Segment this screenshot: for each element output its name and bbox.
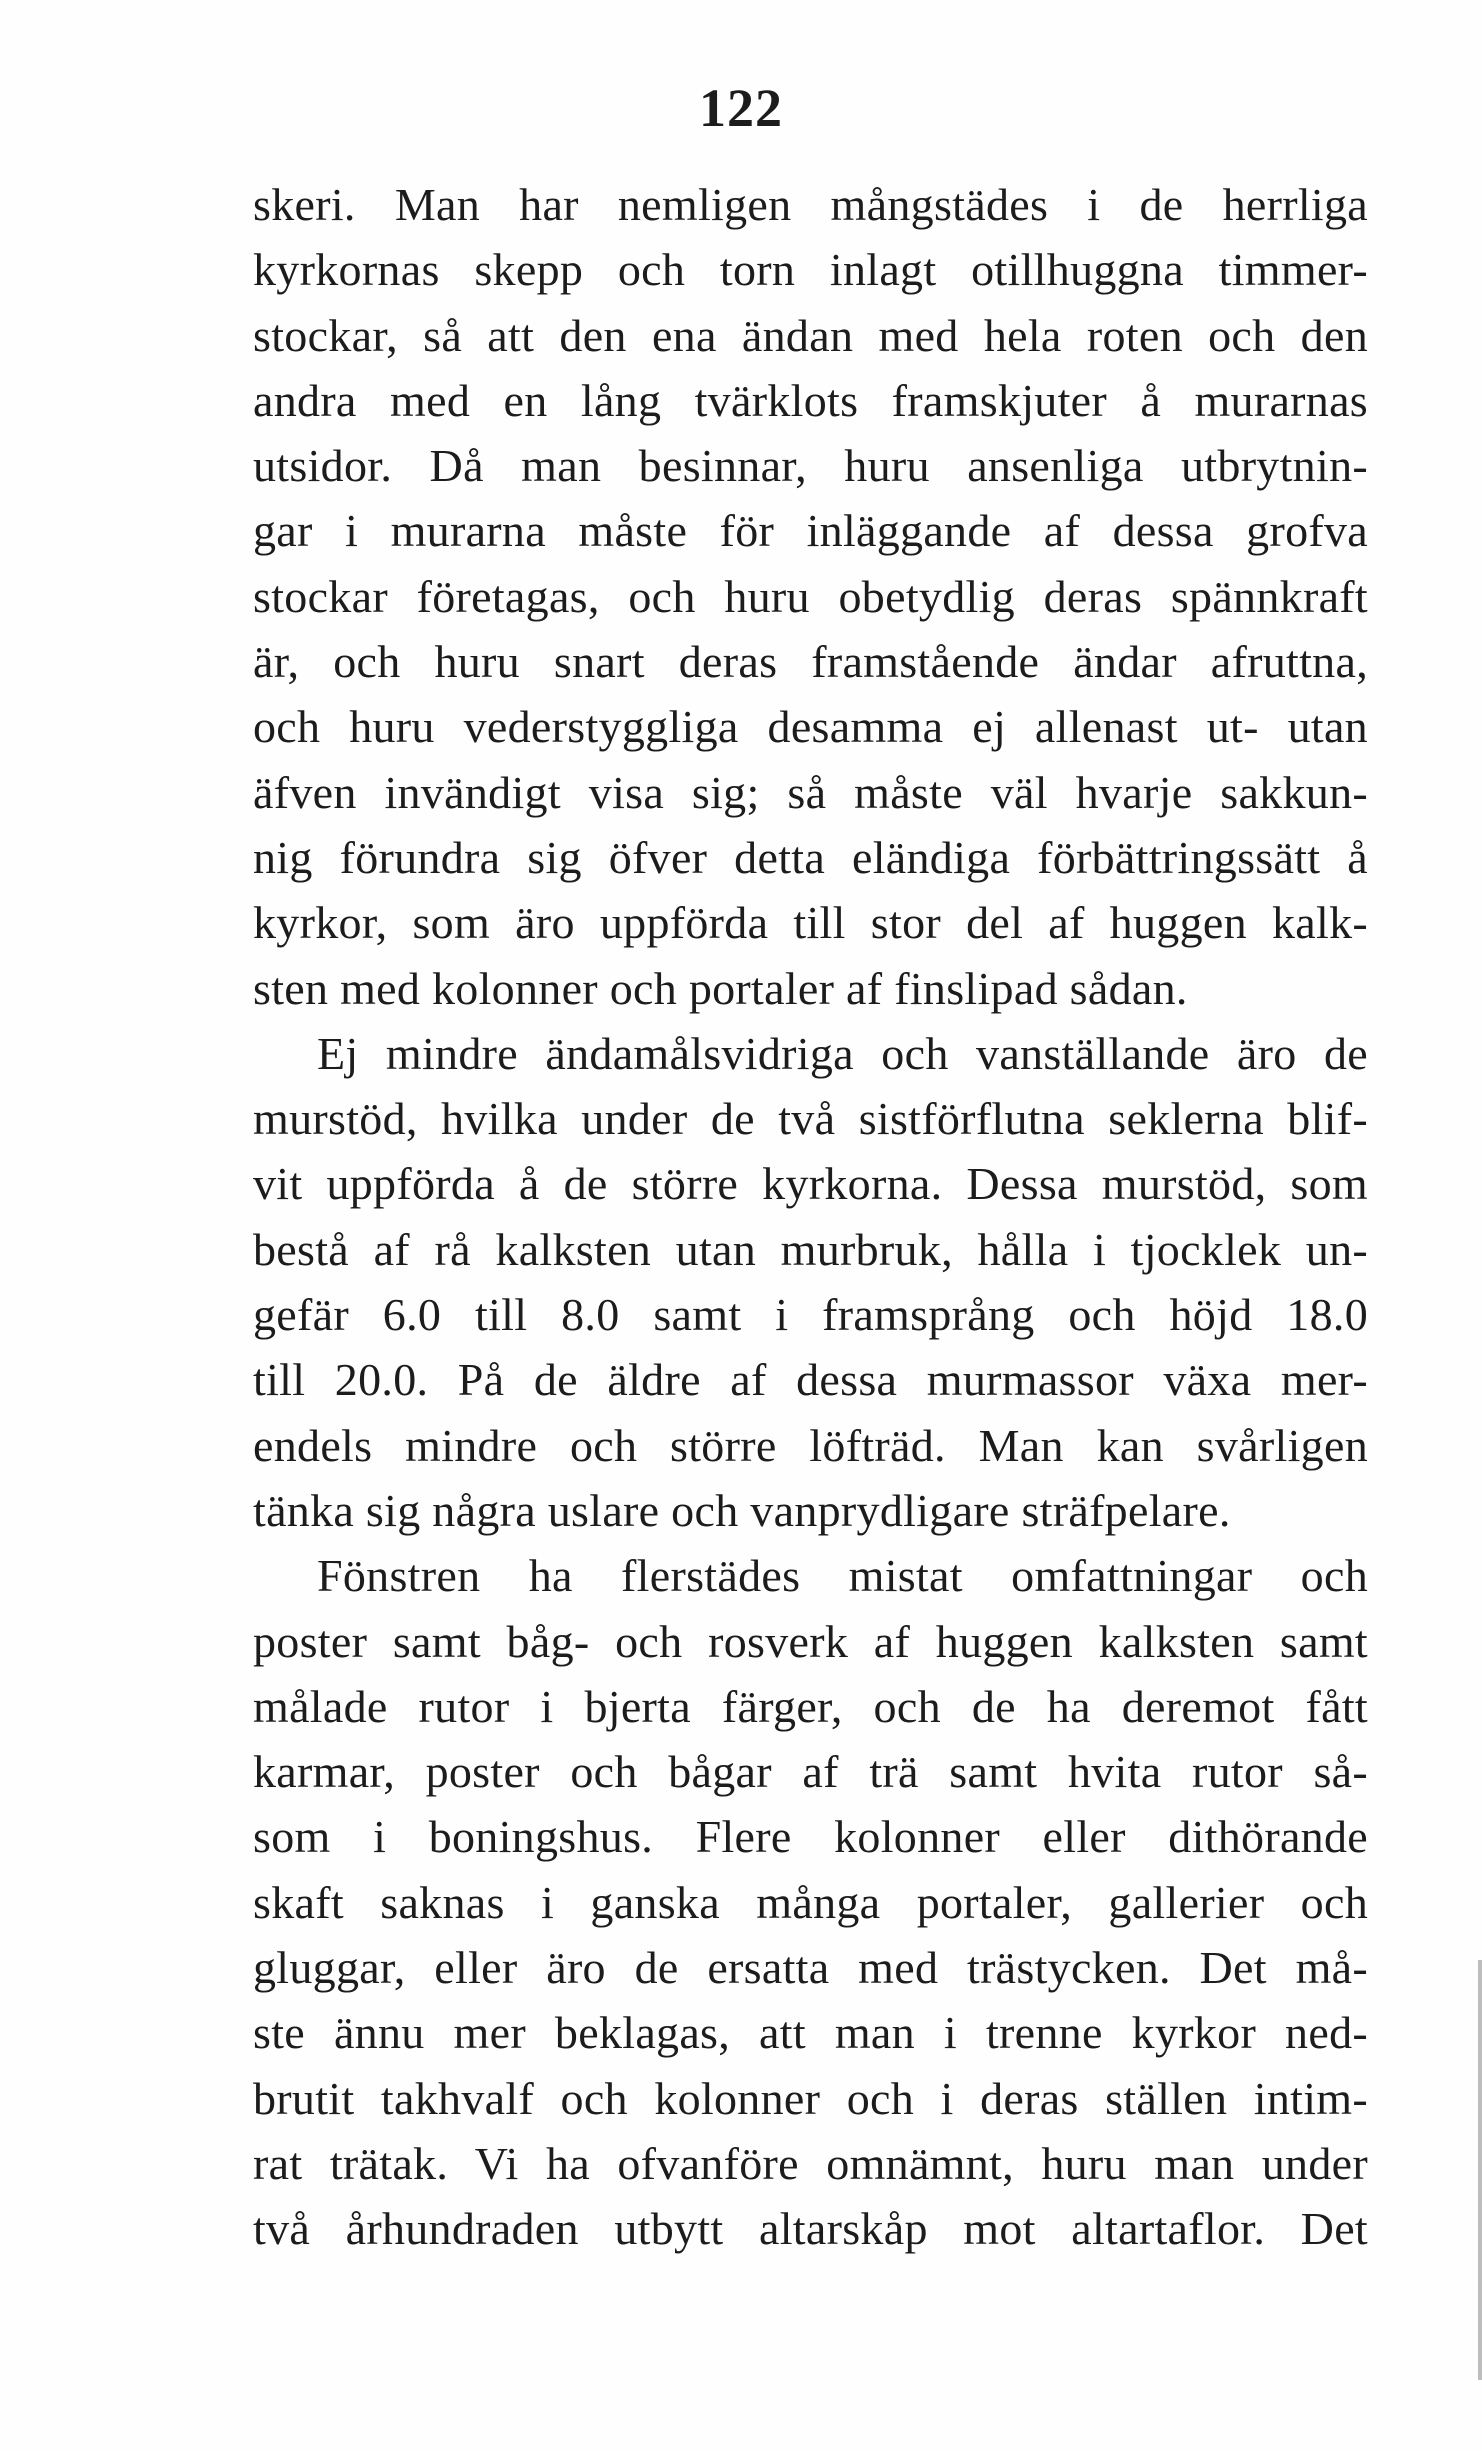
text-line: skaft saknas i ganska många portaler, gallerier och (253, 1876, 1368, 1928)
text-line: Ej mindre ändamålsvidriga och vanställande äro de (317, 1027, 1368, 1079)
text-line: andra med en lång tvärklots framskjuter å murarnas (253, 374, 1368, 426)
text-line: till 20.0. På de äldre af dessa murmassor växa mer- (253, 1354, 1368, 1406)
text-line: ste ännu mer beklagas, att man i trenne kyrkor ned- (253, 2007, 1368, 2059)
text-line: stockar företagas, och huru obetydlig deras spännkraft (253, 570, 1368, 622)
text-line: karmar, poster och bågar af trä samt hvita rutor så- (253, 1746, 1368, 1798)
text-line: nig förundra sig öfver detta eländiga förbättringssätt å (253, 831, 1368, 883)
text-line: murstöd, hvilka under de två sistförflutna seklerna blif- (253, 1093, 1368, 1145)
text-line: som i boningshus. Flere kolonner eller dithörande (253, 1811, 1368, 1863)
text-line: endels mindre och större löfträd. Man kan svårligen (253, 1419, 1368, 1471)
text-line: kyrkornas skepp och torn inlagt otillhuggna timmer- (253, 244, 1368, 296)
text-line: utsidor. Då man besinnar, huru ansenliga utbrytnin- (253, 440, 1368, 492)
text-line: målade rutor i bjerta färger, och de ha deremot fått (253, 1680, 1368, 1732)
text-line: rat trätak. Vi ha ofvanföre omnämnt, huru man under (253, 2137, 1368, 2189)
text-line: gefär 6.0 till 8.0 samt i framsprång och höjd 18.0 (253, 1289, 1368, 1341)
text-line: bestå af rå kalksten utan murbruk, hålla i tjocklek un- (253, 1223, 1368, 1275)
text-line: kyrkor, som äro uppförda till stor del af huggen kalk- (253, 897, 1368, 949)
text-line: poster samt båg- och rosverk af huggen kalksten samt (253, 1615, 1368, 1667)
text-line: är, och huru snart deras framstående ändar afruttna, (253, 636, 1368, 688)
text-line: brutit takhvalf och kolonner och i deras ställen intim- (253, 2072, 1368, 2124)
text-line: gluggar, eller äro de ersatta med trästycken. Det må- (253, 1942, 1368, 1994)
text-line: tänka sig några uslare och vanprydligare sträfpelare. (253, 1484, 1231, 1536)
text-line: skeri. Man har nemligen mångstädes i de herrliga (253, 179, 1368, 230)
text-line: äfven invändigt visa sig; så måste väl hvarje sakkun- (253, 766, 1368, 818)
text-line: sten med kolonner och portaler af finslipad sådan. (253, 962, 1188, 1014)
text-line: vit uppförda å de större kyrkorna. Dessa murstöd, som (253, 1158, 1368, 1210)
text-line: gar i murarna måste för inläggande af dessa grofva (253, 505, 1368, 557)
page-edge-shadow (1478, 1960, 1482, 2380)
body-text (253, 172, 1368, 2262)
text-line: Fönstren ha flerstädes mistat omfattningar och (317, 1550, 1368, 1602)
text-line: stockar, så att den ena ändan med hela roten och den (253, 309, 1368, 361)
text-line: och huru vederstyggliga desamma ej allenast ut- utan (253, 701, 1368, 753)
page-number: 122 (699, 78, 783, 138)
text-line: två århundraden utbytt altarskåp mot altartaflor. Det (253, 2203, 1368, 2255)
